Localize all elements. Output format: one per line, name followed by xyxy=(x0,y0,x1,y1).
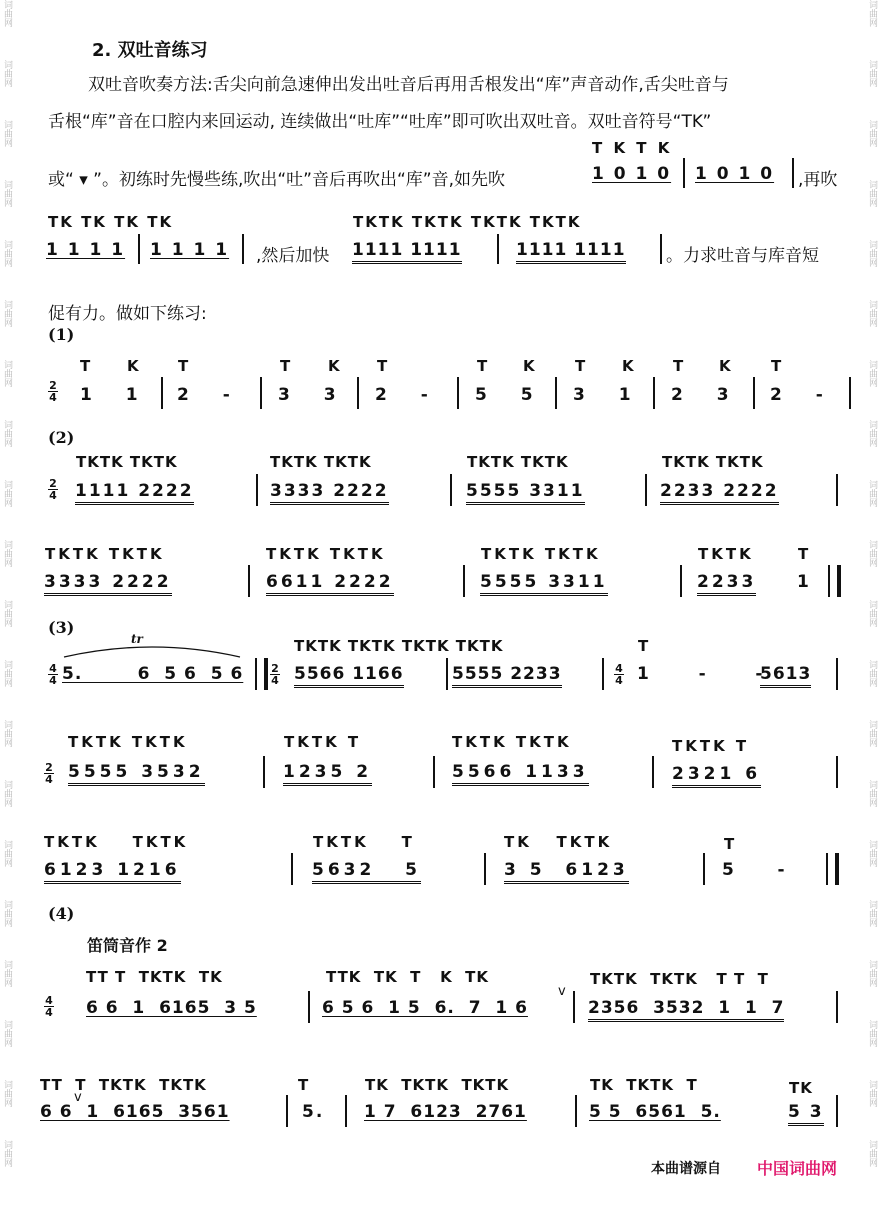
watermark: 词曲网 xyxy=(867,960,877,987)
barline xyxy=(573,991,575,1023)
barline xyxy=(836,658,838,690)
inline-tk-syllables-3: TKTK TKTK TKTK TKTK xyxy=(353,213,582,231)
time-signature-bottom: 4 xyxy=(45,1006,53,1019)
watermark: 词曲网 xyxy=(867,540,877,567)
watermark: 词曲网 xyxy=(867,840,877,867)
tk-syllable: TK xyxy=(789,1079,813,1097)
barline xyxy=(849,377,851,409)
inline-tk-syllables-1: T K T K xyxy=(592,139,673,157)
note-group: 5 5 xyxy=(475,385,547,405)
barline xyxy=(433,756,435,788)
barline xyxy=(345,1095,347,1127)
watermark: 词曲网 xyxy=(2,120,12,147)
note-group: 2233 xyxy=(697,572,756,596)
time-signature xyxy=(614,663,624,686)
watermark: 词曲网 xyxy=(2,60,12,87)
watermark: 词曲网 xyxy=(867,300,877,327)
paragraph-line-5: 促有力。做如下练习: xyxy=(48,304,207,324)
note-group: 2 - xyxy=(177,385,244,405)
note-group: 3333 2222 xyxy=(44,572,172,596)
inline-notes-2b: 1 1 1 1 xyxy=(150,240,230,260)
note-group: 1235 2 xyxy=(283,762,372,786)
barline xyxy=(138,234,140,264)
barline xyxy=(242,234,244,264)
watermark: 词曲网 xyxy=(867,0,877,27)
watermark: 词曲网 xyxy=(2,420,12,447)
paragraph-line-3-end: ,再吹 xyxy=(798,170,838,190)
time-signature-bottom: 4 xyxy=(45,773,53,786)
note-group: 6 5 6 1 5 6. 7 1 6 xyxy=(322,998,528,1018)
tk-syllables: TKTK TKTK TKTK TKTK xyxy=(294,637,504,655)
note-group: 5. 6 5 6 5 6 xyxy=(62,664,244,684)
tk-syllable: K xyxy=(523,357,536,375)
barline xyxy=(836,1095,838,1127)
note-group: 2356 3532 1 1 7 xyxy=(588,998,784,1022)
tk-syllable: T xyxy=(673,357,685,375)
barline xyxy=(286,1095,288,1127)
watermark: 词曲网 xyxy=(867,1080,877,1107)
watermark: 词曲网 xyxy=(2,540,12,567)
barline xyxy=(836,991,838,1023)
note-group: 1 - - xyxy=(637,664,771,684)
inline-notes-1a: 1 0 1 0 xyxy=(592,164,672,184)
tk-syllable: T xyxy=(771,357,783,375)
watermark: 词曲网 xyxy=(867,240,877,267)
tk-syllables: TKTK xyxy=(698,545,754,563)
tk-syllables: TK TKTK TKTK xyxy=(365,1076,510,1094)
note-group: 6 6 1 6165 3561 xyxy=(40,1102,230,1122)
time-signature-top: 2 xyxy=(271,662,279,675)
barline xyxy=(680,565,682,597)
time-signature xyxy=(48,478,58,501)
barline xyxy=(256,474,258,506)
note-group: 1 1 xyxy=(80,385,152,405)
watermark: 词曲网 xyxy=(2,0,12,27)
note-group: 3 5 6123 xyxy=(504,860,629,884)
note-group: 3 3 xyxy=(278,385,350,405)
tk-syllables: TT T TKTK TK xyxy=(86,968,223,986)
tk-syllable: T xyxy=(724,835,736,853)
exercise-label-2: (2) xyxy=(48,428,75,447)
watermark: 词曲网 xyxy=(2,1020,12,1047)
tk-syllable: T xyxy=(280,357,292,375)
final-barline xyxy=(826,853,839,885)
time-signature-top: 2 xyxy=(49,477,57,490)
watermark: 词曲网 xyxy=(867,900,877,927)
watermark: 词曲网 xyxy=(867,660,877,687)
paragraph-line-4-end: 。力求吐音与库音短 xyxy=(666,246,819,266)
watermark: 词曲网 xyxy=(867,720,877,747)
inline-notes-1b: 1 0 1 0 xyxy=(695,164,775,184)
watermark: 词曲网 xyxy=(2,600,12,627)
section-heading: 2. 双吐音练习 xyxy=(92,40,208,61)
barline xyxy=(463,565,465,597)
time-signature xyxy=(48,380,58,403)
barline xyxy=(484,853,486,885)
note-group: 5 - xyxy=(722,860,789,880)
tk-syllables: TKTK TKTK xyxy=(467,453,569,471)
paragraph-line-3-start: 或“ ▾ ”。初练时先慢些练,吹出“吐”音后再吹出“库”音,如先吹 xyxy=(48,170,505,190)
time-signature-bottom: 4 xyxy=(615,674,623,687)
watermark: 词曲网 xyxy=(867,60,877,87)
tk-syllables: TKTK TKTK xyxy=(68,733,188,751)
tk-syllable: T xyxy=(80,357,92,375)
note-group: 1 xyxy=(797,572,811,592)
note-group: 1 7 6123 2761 xyxy=(364,1102,527,1122)
note-group: 5613 xyxy=(760,664,811,688)
time-signature xyxy=(48,663,58,686)
tk-syllables: TKTK TKTK xyxy=(266,545,386,563)
note-group: 2 3 xyxy=(671,385,743,405)
tk-syllable: K xyxy=(622,357,635,375)
tk-syllable: K xyxy=(127,357,140,375)
barline xyxy=(660,234,662,264)
paragraph-line-4-start: ,然后加快 xyxy=(256,246,330,266)
note-group: 5. xyxy=(302,1102,325,1122)
inline-notes-3a: 1111 1111 xyxy=(352,240,462,264)
time-signature-top: 4 xyxy=(615,662,623,675)
barline xyxy=(575,1095,577,1127)
time-signature-bottom: 4 xyxy=(49,391,57,404)
tk-syllables: TKTK TKTK xyxy=(45,545,165,563)
tk-syllable: T xyxy=(638,637,650,655)
tk-syllables: TKTK T xyxy=(284,733,362,751)
footer-site-link[interactable]: 中国词曲网 xyxy=(757,1159,838,1178)
watermark: 词曲网 xyxy=(867,420,877,447)
tk-syllable: T xyxy=(477,357,489,375)
right-watermark-strip xyxy=(867,0,881,1205)
note-group: 6 6 1 6165 3 5 xyxy=(86,998,257,1018)
final-barline xyxy=(828,565,841,597)
note-group: 2321 6 xyxy=(672,764,761,788)
note-group: 6611 2222 xyxy=(266,572,394,596)
watermark: 词曲网 xyxy=(2,900,12,927)
barline xyxy=(446,658,448,690)
tk-syllable: T xyxy=(178,357,190,375)
watermark: 词曲网 xyxy=(867,1020,877,1047)
tk-syllables: TKTK TKTK xyxy=(662,453,764,471)
watermark: 词曲网 xyxy=(2,720,12,747)
watermark: 词曲网 xyxy=(2,660,12,687)
footer-source-text: 本曲谱源自 xyxy=(651,1161,721,1177)
barline xyxy=(291,853,293,885)
barline xyxy=(497,234,499,264)
note-group: 6123 1216 xyxy=(44,860,181,884)
watermark: 词曲网 xyxy=(867,780,877,807)
time-signature xyxy=(44,995,54,1018)
tk-syllable: K xyxy=(328,357,341,375)
note-group: 5566 1166 xyxy=(294,664,404,688)
tk-syllables: TK TKTK T xyxy=(590,1076,698,1094)
barline xyxy=(836,756,838,788)
tk-syllables: TKTK TKTK xyxy=(452,733,572,751)
barline xyxy=(836,474,838,506)
barline xyxy=(703,853,705,885)
watermark: 词曲网 xyxy=(2,960,12,987)
time-signature-top: 2 xyxy=(49,379,57,392)
note-group: 2 - xyxy=(375,385,442,405)
time-signature-top: 4 xyxy=(45,994,53,1007)
barline xyxy=(263,756,265,788)
watermark: 词曲网 xyxy=(867,1140,877,1167)
repeat-barline xyxy=(255,658,268,690)
watermark: 词曲网 xyxy=(2,240,12,267)
note-group: 5 3 xyxy=(788,1102,824,1126)
note-group: 5 5 6561 5. xyxy=(589,1102,721,1122)
watermark: 词曲网 xyxy=(2,300,12,327)
watermark: 词曲网 xyxy=(2,360,12,387)
watermark: 词曲网 xyxy=(2,780,12,807)
exercise-subtitle: 笛筒音作 2 xyxy=(87,936,168,955)
barline xyxy=(161,377,163,409)
barline xyxy=(308,991,310,1023)
watermark: 词曲网 xyxy=(2,1080,12,1107)
barline xyxy=(792,158,794,188)
exercise-label-1: (1) xyxy=(48,325,75,344)
tk-syllables: TTK TK T K TK xyxy=(326,968,489,986)
tk-syllables: TKTK T xyxy=(672,737,750,755)
tk-syllables: TT T TKTK TKTK xyxy=(40,1076,207,1094)
barline xyxy=(683,158,685,188)
left-watermark-strip xyxy=(2,0,16,1205)
tk-syllable: T xyxy=(377,357,389,375)
tk-syllables: TKTK TKTK T T T xyxy=(590,970,769,988)
time-signature xyxy=(270,663,280,686)
watermark: 词曲网 xyxy=(2,840,12,867)
tk-syllables: TKTK TKTK xyxy=(481,545,601,563)
tk-syllable: T xyxy=(298,1076,310,1094)
tk-syllables: TK TKTK xyxy=(504,833,613,851)
watermark: 词曲网 xyxy=(2,480,12,507)
time-signature-bottom: 4 xyxy=(49,674,57,687)
barline xyxy=(653,377,655,409)
barline xyxy=(357,377,359,409)
breath-mark: v xyxy=(74,1090,82,1105)
watermark: 词曲网 xyxy=(867,180,877,207)
barline xyxy=(260,377,262,409)
note-group: 5555 2233 xyxy=(452,664,562,688)
barline xyxy=(652,756,654,788)
note-group: 5555 3532 xyxy=(68,762,205,786)
time-signature-bottom: 4 xyxy=(271,674,279,687)
watermark: 词曲网 xyxy=(2,1140,12,1167)
time-signature xyxy=(44,762,54,785)
barline xyxy=(248,565,250,597)
tk-syllables: TKTK TKTK xyxy=(270,453,372,471)
slur-mark xyxy=(62,641,242,659)
time-signature-top: 2 xyxy=(45,761,53,774)
watermark: 词曲网 xyxy=(867,480,877,507)
exercise-label-3: (3) xyxy=(48,618,75,637)
barline xyxy=(753,377,755,409)
tk-syllable: T xyxy=(575,357,587,375)
paragraph-line-1: 双吐音吹奏方法:舌尖向前急速伸出发出吐音后再用舌根发出“库”声音动作,舌尖吐音与 xyxy=(88,75,729,95)
note-group: 5555 3311 xyxy=(480,572,608,596)
barline xyxy=(602,658,604,690)
watermark: 词曲网 xyxy=(867,360,877,387)
tk-syllables: TKTK TKTK xyxy=(76,453,178,471)
tk-syllable: T xyxy=(798,545,810,563)
note-group: 5632 5 xyxy=(312,860,421,884)
barline xyxy=(645,474,647,506)
tk-syllables: TKTK T xyxy=(313,833,415,851)
tk-syllable: K xyxy=(719,357,732,375)
barline xyxy=(450,474,452,506)
tk-syllables: TKTK TKTK xyxy=(44,833,189,851)
breath-mark: v xyxy=(558,984,566,999)
note-group: 5566 1133 xyxy=(452,762,589,786)
trill-mark: tr xyxy=(131,632,143,646)
note-group: 3333 2222 xyxy=(270,481,389,505)
note-group: 5555 3311 xyxy=(466,481,585,505)
watermark: 词曲网 xyxy=(867,600,877,627)
note-group: 1111 2222 xyxy=(75,481,194,505)
exercise-label-4: (4) xyxy=(48,904,75,923)
barline xyxy=(555,377,557,409)
watermark: 词曲网 xyxy=(867,120,877,147)
time-signature-bottom: 4 xyxy=(49,489,57,502)
note-group: 2 - xyxy=(770,385,837,405)
barline xyxy=(457,377,459,409)
inline-notes-3b: 1111 1111 xyxy=(516,240,626,264)
paragraph-line-2: 舌根“库”音在口腔内来回运动, 连续做出“吐库”“吐库”即可吹出双吐音。双吐音符号“TK” xyxy=(48,112,712,132)
time-signature-top: 4 xyxy=(49,662,57,675)
note-group: 2233 2222 xyxy=(660,481,779,505)
watermark: 词曲网 xyxy=(2,180,12,207)
inline-tk-syllables-2: TK TK TK TK xyxy=(48,213,174,231)
inline-notes-2a: 1 1 1 1 xyxy=(46,240,126,260)
note-group: 3 1 xyxy=(573,385,645,405)
